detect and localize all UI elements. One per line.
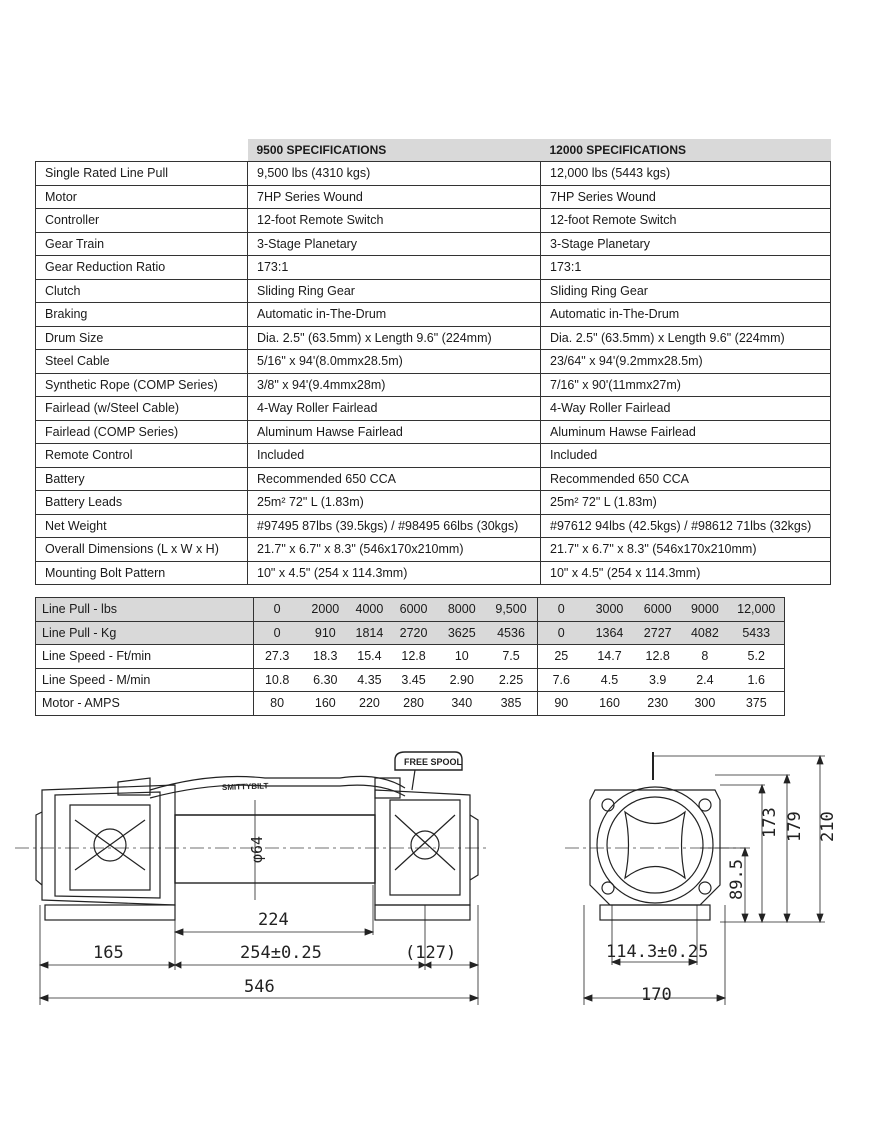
performance-value-12000: 5.2 [728,645,784,669]
spec-label: Motor [36,185,248,209]
spec-label: Battery [36,467,248,491]
spec-label: Fairlead (COMP Series) [36,420,248,444]
performance-value-9500: 10.8 [253,668,301,692]
spec-value-12000: Automatic in-The-Drum [541,303,831,327]
performance-value-9500: 3.45 [389,668,438,692]
spec-value-12000: 10" x 4.5" (254 x 114.3mm) [541,561,831,585]
performance-value-12000: 4.5 [585,668,634,692]
spec-label: Clutch [36,279,248,303]
performance-value-12000: 230 [634,692,681,716]
performance-value-9500: 27.3 [253,645,301,669]
spec-value-9500: 21.7" x 6.7" x 8.3" (546x170x210mm) [248,538,541,562]
performance-value-12000: 5433 [728,621,784,645]
spec-row [36,326,831,350]
spec-label: Single Rated Line Pull [36,162,248,186]
spec-row [36,185,831,209]
spec-value-9500: Dia. 2.5" (63.5mm) x Length 9.6" (224mm) [248,326,541,350]
spec-label: Gear Reduction Ratio [36,256,248,280]
spec-header-9500: 9500 SPECIFICATIONS [248,139,541,162]
free-spool-label: FREE SPOOL [404,757,463,767]
height-173-label: 173 [760,807,780,838]
spec-value-12000: 25m² 72" L (1.83m) [541,491,831,515]
performance-value-12000: 2727 [634,621,681,645]
spec-value-12000: Aluminum Hawse Fairlead [541,420,831,444]
performance-value-9500: 3625 [438,621,485,645]
height-89-label: 89.5 [727,859,747,900]
spec-value-12000: Recommended 650 CCA [541,467,831,491]
performance-value-12000: 4082 [681,621,728,645]
performance-value-12000: 300 [681,692,728,716]
spec-value-12000: 7/16" x 90'(11mmx27m) [541,373,831,397]
end-view-dimension-labels [606,807,838,1005]
performance-value-9500: 160 [301,692,350,716]
spec-value-12000: 23/64" x 94'(9.2mmx28.5m) [541,350,831,374]
drum-length-label: 224 [258,910,289,930]
performance-value-12000: 8 [681,645,728,669]
height-210-label: 210 [818,811,838,842]
performance-row [36,621,785,645]
performance-value-9500: 1814 [350,621,389,645]
spec-value-9500: Included [248,444,541,468]
height-179-label: 179 [785,811,805,842]
spec-value-9500: 10" x 4.5" (254 x 114.3mm) [248,561,541,585]
spec-row [36,444,831,468]
spec-row [36,209,831,233]
performance-value-9500: 10 [438,645,485,669]
performance-row [36,598,785,622]
spec-label: Drum Size [36,326,248,350]
performance-value-9500: 2.25 [485,668,537,692]
spec-header-12000: 12000 SPECIFICATIONS [541,139,831,162]
performance-value-12000: 14.7 [585,645,634,669]
spec-value-12000: Included [541,444,831,468]
performance-value-9500: 2720 [389,621,438,645]
performance-value-12000: 0 [537,598,585,622]
performance-row [36,668,785,692]
spec-value-12000: 12-foot Remote Switch [541,209,831,233]
bolt-spacing-label: 254±0.25 [240,943,322,963]
spec-label: Remote Control [36,444,248,468]
spec-row [36,514,831,538]
spec-row [36,397,831,421]
performance-value-12000: 12,000 [728,598,784,622]
spec-row [36,420,831,444]
performance-value-9500: 280 [389,692,438,716]
spec-header-blank [36,139,248,162]
performance-value-9500: 910 [301,621,350,645]
performance-value-12000: 12.8 [634,645,681,669]
bolt-width-label: 114.3±0.25 [606,942,709,962]
overall-length-label: 546 [244,977,275,997]
performance-value-9500: 0 [253,598,301,622]
performance-value-12000: 1.6 [728,668,784,692]
spec-table [35,139,831,585]
performance-value-9500: 0 [253,621,301,645]
spec-value-9500: 4-Way Roller Fairlead [248,397,541,421]
spec-label: Braking [36,303,248,327]
performance-value-9500: 15.4 [350,645,389,669]
performance-label: Line Speed - Ft/min [36,645,254,669]
spec-value-12000: Dia. 2.5" (63.5mm) x Length 9.6" (224mm) [541,326,831,350]
spec-row [36,561,831,585]
spec-value-9500: Recommended 650 CCA [248,467,541,491]
spec-row [36,491,831,515]
spec-label: Net Weight [36,514,248,538]
performance-value-12000: 7.6 [537,668,585,692]
spec-value-9500: 25m² 72" L (1.83m) [248,491,541,515]
spec-value-9500: 3/8" x 94'(9.4mmx28m) [248,373,541,397]
performance-value-9500: 2000 [301,598,350,622]
performance-value-9500: 6000 [389,598,438,622]
spec-value-9500: Sliding Ring Gear [248,279,541,303]
performance-value-12000: 2.4 [681,668,728,692]
performance-value-9500: 4000 [350,598,389,622]
performance-value-9500: 2.90 [438,668,485,692]
performance-table [35,597,785,716]
spec-value-9500: 7HP Series Wound [248,185,541,209]
spec-label: Steel Cable [36,350,248,374]
spec-value-9500: Automatic in-The-Drum [248,303,541,327]
performance-label: Line Pull - Kg [36,621,254,645]
spec-value-9500: Aluminum Hawse Fairlead [248,420,541,444]
performance-value-9500: 12.8 [389,645,438,669]
spec-header-row [36,139,831,162]
spec-value-9500: 3-Stage Planetary [248,232,541,256]
end-view-drawing [565,752,825,1005]
performance-value-9500: 7.5 [485,645,537,669]
spec-label: Synthetic Rope (COMP Series) [36,373,248,397]
spec-value-12000: 3-Stage Planetary [541,232,831,256]
spec-row [36,538,831,562]
spec-value-12000: 4-Way Roller Fairlead [541,397,831,421]
performance-value-12000: 9000 [681,598,728,622]
performance-value-12000: 6000 [634,598,681,622]
spec-value-9500: 9,500 lbs (4310 kgs) [248,162,541,186]
spec-value-12000: 7HP Series Wound [541,185,831,209]
performance-label: Line Speed - M/min [36,668,254,692]
spec-row [36,350,831,374]
spec-value-12000: 21.7" x 6.7" x 8.3" (546x170x210mm) [541,538,831,562]
spec-label: Controller [36,209,248,233]
performance-value-12000: 3.9 [634,668,681,692]
spec-value-9500: 12-foot Remote Switch [248,209,541,233]
spec-value-12000: 173:1 [541,256,831,280]
performance-value-9500: 6.30 [301,668,350,692]
spec-value-12000: Sliding Ring Gear [541,279,831,303]
spec-row [36,279,831,303]
spec-value-12000: 12,000 lbs (5443 kgs) [541,162,831,186]
spec-label: Fairlead (w/Steel Cable) [36,397,248,421]
performance-value-12000: 1364 [585,621,634,645]
performance-value-12000: 25 [537,645,585,669]
performance-row [36,692,785,716]
spec-label: Battery Leads [36,491,248,515]
spec-label: Overall Dimensions (L x W x H) [36,538,248,562]
performance-value-9500: 340 [438,692,485,716]
spec-label: Gear Train [36,232,248,256]
winch-dimension-drawings [0,740,870,1120]
performance-label: Motor - AMPS [36,692,254,716]
overall-width-label: 170 [641,985,672,1005]
performance-value-12000: 90 [537,692,585,716]
right-offset-label: (127) [405,943,457,963]
side-view-dimension-labels [93,836,456,997]
performance-value-12000: 160 [585,692,634,716]
spec-value-9500: 173:1 [248,256,541,280]
performance-value-9500: 4536 [485,621,537,645]
performance-value-9500: 385 [485,692,537,716]
performance-row [36,645,785,669]
spec-row [36,373,831,397]
performance-value-9500: 9,500 [485,598,537,622]
performance-value-12000: 3000 [585,598,634,622]
performance-value-9500: 80 [253,692,301,716]
brand-label: SMITTYBILT [221,781,269,792]
performance-value-12000: 375 [728,692,784,716]
spec-value-9500: #97495 87lbs (39.5kgs) / #98495 66lbs (30kgs) [248,514,541,538]
performance-label: Line Pull - lbs [36,598,254,622]
spec-row [36,256,831,280]
performance-value-9500: 18.3 [301,645,350,669]
spec-row [36,467,831,491]
performance-value-9500: 8000 [438,598,485,622]
drum-diameter-label: φ64 [248,835,266,863]
spec-row [36,303,831,327]
spec-label: Mounting Bolt Pattern [36,561,248,585]
performance-value-12000: 0 [537,621,585,645]
spec-value-9500: 5/16" x 94'(8.0mmx28.5m) [248,350,541,374]
left-offset-label: 165 [93,943,124,963]
spec-value-12000: #97612 94lbs (42.5kgs) / #98612 71lbs (32kgs) [541,514,831,538]
performance-value-9500: 4.35 [350,668,389,692]
performance-value-9500: 220 [350,692,389,716]
spec-row [36,232,831,256]
spec-row [36,162,831,186]
